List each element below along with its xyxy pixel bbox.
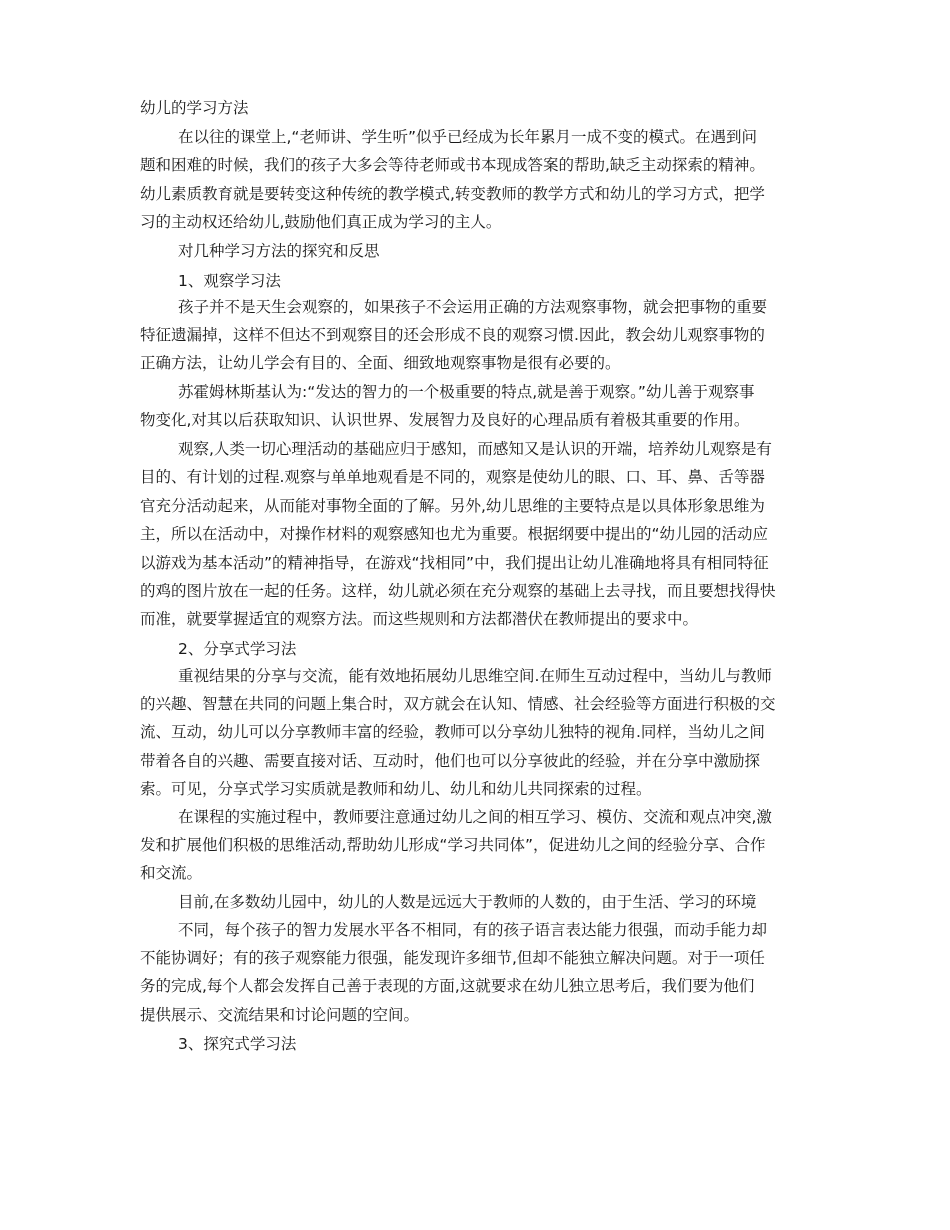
paragraph-line: 官充分活动起来，从而能对事物全面的了解。另外,幼儿思维的主要特点是以具体形象思维为 — [140, 497, 765, 515]
paragraph-line: 幼儿素质教育就是要转变这种传统的教学模式,转变教师的教学方式和幼儿的学习方式，把学 — [140, 185, 765, 203]
paragraph-line: 发和扩展他们积极的思维活动,帮助幼儿形成“学习共同体”，促进幼儿之间的经验分享、合作 — [140, 836, 766, 854]
paragraph-line: 以游戏为基本活动”的精神指导，在游戏“找相同”中，我们提出让幼儿准确地将具有相同特征 — [140, 554, 769, 572]
paragraph-line: 在以往的课堂上,“老师讲、学生听”似乎已经成为长年累月一成不变的模式。在遇到问 — [178, 128, 757, 146]
paragraph-line: 务的完成,每个人都会发挥自己善于表现的方面,这就要求在幼儿独立思考后，我们要为他们 — [140, 977, 755, 995]
document-title: 幼儿的学习方法 — [140, 99, 249, 117]
paragraph-line: 在课程的实施过程中，教师要注意通过幼儿之间的相互学习、模仿、交流和观点冲突,激 — [178, 808, 772, 826]
section-heading: 对几种学习方法的探究和反思 — [178, 242, 380, 260]
section-heading: 3、探究式学习法 — [178, 1035, 297, 1053]
paragraph-line: 物变化,对其以后获取知识、认识世界、发展智力及良好的心理品质有着极其重要的作用。 — [140, 411, 750, 429]
paragraph-line: 正确方法，让幼儿学会有目的、全面、细致地观察事物是很有必要的。 — [140, 354, 621, 372]
paragraph-line: 而准，就要掌握适宜的观察方法。而这些规则和方法都潜伏在教师提出的要求中。 — [140, 610, 699, 628]
paragraph-line: 孩子并不是天生会观察的，如果孩子不会运用正确的方法观察事物，就会把事物的重要 — [178, 298, 768, 316]
paragraph-line: 带着各自的兴趣、需要直接对话、互动时，他们也可以分享彼此的经验，并在分享中激励探 — [140, 752, 761, 770]
section-heading: 1、观察学习法 — [178, 272, 281, 290]
paragraph-line: 主，所以在活动中，对操作材料的观察感知也尤为重要。根据纲要中提出的“幼儿园的活动应 — [140, 525, 769, 543]
paragraph-line: 不同，每个孩子的智力发展水平各不相同，有的孩子语言表达能力很强，而动手能力却 — [178, 921, 768, 939]
paragraph-line: 苏霍姆林斯基认为:“发达的智力的一个极重要的特点,就是善于观察。”幼儿善于观察事 — [178, 383, 755, 401]
paragraph-line: 习的主动权还给幼儿,鼓励他们真正成为学习的主人。 — [140, 213, 502, 231]
paragraph-line: 重视结果的分享与交流，能有效地拓展幼儿思维空间.在师生互动过程中，当幼儿与教师 — [178, 667, 772, 685]
paragraph-line: 流、互动，幼儿可以分享教师丰富的经验，教师可以分享幼儿独特的视角.同样，当幼儿之间 — [140, 723, 765, 741]
paragraph-line: 索。可见，分享式学习实质就是教师和幼儿、幼儿和幼儿共同探索的过程。 — [140, 780, 652, 798]
paragraph-line: 题和困难的时候，我们的孩子大多会等待老师或书本现成答案的帮助,缺乏主动探索的精神。 — [140, 156, 765, 174]
paragraph-line: 目的、有计划的过程.观察与单单地观看是不同的，观察是使幼儿的眼、口、耳、鼻、舌等器 — [140, 468, 765, 486]
paragraph-line: 特征遗漏掉，这样不但达不到观察目的还会形成不良的观察习惯.因此，教会幼儿观察事物的 — [140, 326, 765, 344]
paragraph-line: 和交流。 — [140, 864, 203, 882]
paragraph-line: 目前,在多数幼儿园中，幼儿的人数是远远大于教师的人数的，由于生活、学习的环境 — [178, 893, 757, 911]
paragraph-line: 提供展示、交流结果和讨论问题的空间。 — [140, 1006, 420, 1024]
paragraph-line: 的兴趣、智慧在共同的问题上集合时，双方就会在认知、情感、社会经验等方面进行积极的交 — [140, 695, 776, 713]
paragraph-line: 不能协调好；有的孩子观察能力很强，能发现许多细节,但却不能独立解决问题。对于一项任 — [140, 949, 765, 967]
paragraph-line: 观察,人类一切心理活动的基础应归于感知，而感知又是认识的开端，培养幼儿观察是有 — [178, 440, 772, 458]
section-heading: 2、分享式学习法 — [178, 640, 297, 658]
paragraph-line: 的鸡的图片放在一起的任务。这样，幼儿就必须在充分观察的基础上去寻找，而且要想找得快 — [140, 582, 776, 600]
